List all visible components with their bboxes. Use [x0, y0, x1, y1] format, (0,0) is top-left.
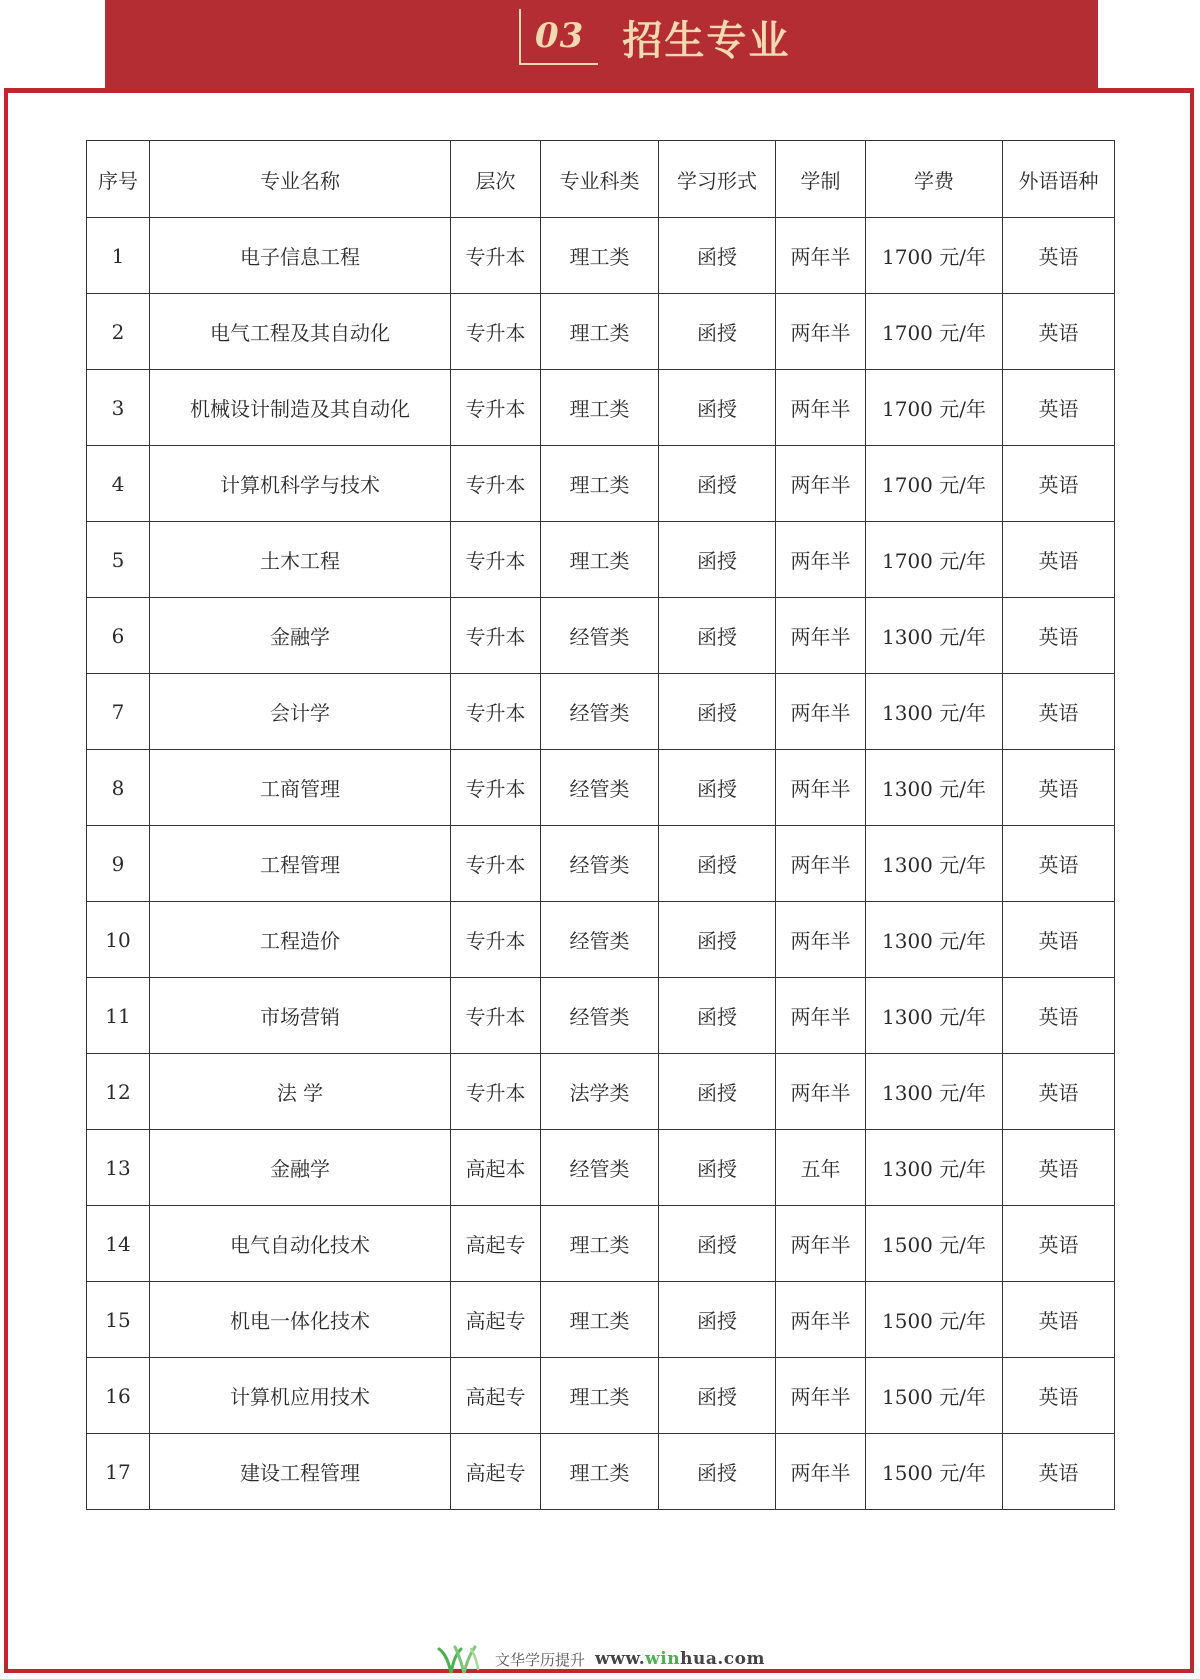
winhua-leaf-logo-icon — [435, 1643, 489, 1675]
table-cell: 理工类 — [541, 1282, 659, 1358]
table-cell: 两年半 — [776, 902, 866, 978]
table-cell: 五年 — [776, 1130, 866, 1206]
table-cell: 工程管理 — [150, 826, 451, 902]
table-cell: 两年半 — [776, 978, 866, 1054]
table-cell: 高起本 — [451, 1130, 541, 1206]
table-cell: 电子信息工程 — [150, 218, 451, 294]
table-cell: 1300 元/年 — [866, 1054, 1003, 1130]
table-row — [87, 218, 1115, 294]
table-cell: 英语 — [1003, 750, 1115, 826]
table-cell: 英语 — [1003, 1282, 1115, 1358]
column-header: 专业名称 — [150, 141, 451, 218]
footer-brand: 文华学历提升 — [495, 1650, 586, 1669]
table-cell: 1700 元/年 — [866, 218, 1003, 294]
table-row — [87, 902, 1115, 978]
table-cell: 函授 — [659, 978, 776, 1054]
table-row — [87, 1206, 1115, 1282]
section-title: 招生专业 — [622, 16, 791, 64]
table-cell: 函授 — [659, 1130, 776, 1206]
table-cell: 17 — [87, 1434, 150, 1510]
table-row — [87, 978, 1115, 1054]
footer — [0, 1643, 1200, 1675]
table-cell: 函授 — [659, 1206, 776, 1282]
table-cell: 1700 元/年 — [866, 294, 1003, 370]
column-header: 序号 — [87, 141, 150, 218]
table-cell: 英语 — [1003, 446, 1115, 522]
table-cell: 工商管理 — [150, 750, 451, 826]
table-cell: 工程造价 — [150, 902, 451, 978]
table-cell: 英语 — [1003, 1130, 1115, 1206]
table-cell: 13 — [87, 1130, 150, 1206]
table-cell: 1300 元/年 — [866, 1130, 1003, 1206]
table-cell: 电气自动化技术 — [150, 1206, 451, 1282]
table-cell: 英语 — [1003, 1054, 1115, 1130]
table-cell: 理工类 — [541, 1434, 659, 1510]
table-cell: 英语 — [1003, 826, 1115, 902]
table-cell: 函授 — [659, 522, 776, 598]
table-cell: 高起专 — [451, 1282, 541, 1358]
header-band — [105, 0, 1098, 88]
table-cell: 专升本 — [451, 522, 541, 598]
column-header: 外语语种 — [1003, 141, 1115, 218]
table-cell: 英语 — [1003, 218, 1115, 294]
table-cell: 计算机应用技术 — [150, 1358, 451, 1434]
column-header: 学习形式 — [659, 141, 776, 218]
table-cell: 函授 — [659, 218, 776, 294]
table-header-row — [87, 141, 1115, 218]
table-cell: 两年半 — [776, 522, 866, 598]
table-cell: 高起专 — [451, 1358, 541, 1434]
table-cell: 两年半 — [776, 1282, 866, 1358]
table-cell: 英语 — [1003, 370, 1115, 446]
table-row — [87, 1130, 1115, 1206]
table-row — [87, 1282, 1115, 1358]
table-cell: 10 — [87, 902, 150, 978]
table-cell: 函授 — [659, 1282, 776, 1358]
table-cell: 1300 元/年 — [866, 826, 1003, 902]
table-row — [87, 294, 1115, 370]
table-cell: 经管类 — [541, 750, 659, 826]
column-header: 层次 — [451, 141, 541, 218]
table-cell: 机械设计制造及其自动化 — [150, 370, 451, 446]
table-cell: 14 — [87, 1206, 150, 1282]
footer-url-highlight: win — [645, 1649, 681, 1669]
table-cell: 理工类 — [541, 446, 659, 522]
table-cell: 专升本 — [451, 674, 541, 750]
table-cell: 两年半 — [776, 218, 866, 294]
section-heading — [519, 10, 790, 64]
table-cell: 12 — [87, 1054, 150, 1130]
table-cell: 建设工程管理 — [150, 1434, 451, 1510]
table-cell: 7 — [87, 674, 150, 750]
footer-url-prefix: www. — [595, 1649, 646, 1669]
table-cell: 土木工程 — [150, 522, 451, 598]
table-cell: 英语 — [1003, 294, 1115, 370]
section-number: 03 — [535, 16, 585, 56]
table-cell: 两年半 — [776, 1206, 866, 1282]
table-cell: 2 — [87, 294, 150, 370]
table-cell: 理工类 — [541, 1358, 659, 1434]
table-cell: 1700 元/年 — [866, 446, 1003, 522]
table-cell: 英语 — [1003, 902, 1115, 978]
table-row — [87, 1054, 1115, 1130]
table-cell: 经管类 — [541, 902, 659, 978]
table-cell: 法学类 — [541, 1054, 659, 1130]
table-cell: 理工类 — [541, 370, 659, 446]
column-header: 学费 — [866, 141, 1003, 218]
table-cell: 函授 — [659, 750, 776, 826]
table-cell: 经管类 — [541, 978, 659, 1054]
table-cell: 会计学 — [150, 674, 451, 750]
table-cell: 市场营销 — [150, 978, 451, 1054]
table-cell: 1 — [87, 218, 150, 294]
table-cell: 9 — [87, 826, 150, 902]
table-cell: 函授 — [659, 1358, 776, 1434]
table-cell: 经管类 — [541, 674, 659, 750]
table-cell: 5 — [87, 522, 150, 598]
table-cell: 专升本 — [451, 218, 541, 294]
table-cell: 函授 — [659, 446, 776, 522]
table-cell: 专升本 — [451, 446, 541, 522]
table-cell: 理工类 — [541, 294, 659, 370]
table-cell: 法 学 — [150, 1054, 451, 1130]
table-cell: 两年半 — [776, 294, 866, 370]
table-cell: 两年半 — [776, 674, 866, 750]
footer-url — [595, 1649, 765, 1669]
table-cell: 理工类 — [541, 1206, 659, 1282]
section-number-box — [519, 9, 598, 65]
table-cell: 英语 — [1003, 598, 1115, 674]
table-cell: 1500 元/年 — [866, 1358, 1003, 1434]
table-cell: 理工类 — [541, 218, 659, 294]
table-row — [87, 1434, 1115, 1510]
table-cell: 英语 — [1003, 1434, 1115, 1510]
table-cell: 1300 元/年 — [866, 598, 1003, 674]
table-cell: 函授 — [659, 598, 776, 674]
table-cell: 英语 — [1003, 1206, 1115, 1282]
column-header: 专业科类 — [541, 141, 659, 218]
table-cell: 经管类 — [541, 598, 659, 674]
table-cell: 两年半 — [776, 1054, 866, 1130]
table-cell: 两年半 — [776, 598, 866, 674]
table-row — [87, 598, 1115, 674]
table-cell: 经管类 — [541, 1130, 659, 1206]
table-cell: 16 — [87, 1358, 150, 1434]
table-cell: 英语 — [1003, 522, 1115, 598]
table-cell: 1700 元/年 — [866, 522, 1003, 598]
table-cell: 高起专 — [451, 1434, 541, 1510]
table-cell: 函授 — [659, 1054, 776, 1130]
table-cell: 函授 — [659, 294, 776, 370]
table-cell: 函授 — [659, 370, 776, 446]
table-row — [87, 826, 1115, 902]
table-cell: 计算机科学与技术 — [150, 446, 451, 522]
table-cell: 函授 — [659, 902, 776, 978]
table-cell: 英语 — [1003, 978, 1115, 1054]
table-cell: 专升本 — [451, 1054, 541, 1130]
table-cell: 3 — [87, 370, 150, 446]
table-cell: 11 — [87, 978, 150, 1054]
table-cell: 专升本 — [451, 750, 541, 826]
table-cell: 金融学 — [150, 598, 451, 674]
footer-url-suffix: hua.com — [680, 1649, 765, 1669]
table-cell: 金融学 — [150, 1130, 451, 1206]
table-cell: 机电一体化技术 — [150, 1282, 451, 1358]
column-header: 学制 — [776, 141, 866, 218]
table-cell: 两年半 — [776, 826, 866, 902]
table-cell: 英语 — [1003, 1358, 1115, 1434]
table-cell: 电气工程及其自动化 — [150, 294, 451, 370]
table-row — [87, 750, 1115, 826]
table-cell: 1300 元/年 — [866, 902, 1003, 978]
table-cell: 专升本 — [451, 826, 541, 902]
table-cell: 经管类 — [541, 826, 659, 902]
table-cell: 8 — [87, 750, 150, 826]
table-cell: 1300 元/年 — [866, 674, 1003, 750]
table-cell: 两年半 — [776, 1358, 866, 1434]
table-row — [87, 674, 1115, 750]
table-cell: 两年半 — [776, 1434, 866, 1510]
table-cell: 1500 元/年 — [866, 1282, 1003, 1358]
table-row — [87, 522, 1115, 598]
table-cell: 1300 元/年 — [866, 978, 1003, 1054]
table-cell: 专升本 — [451, 598, 541, 674]
table-cell: 4 — [87, 446, 150, 522]
table-row — [87, 1358, 1115, 1434]
table-cell: 函授 — [659, 674, 776, 750]
table-cell: 专升本 — [451, 294, 541, 370]
table-cell: 两年半 — [776, 750, 866, 826]
table-cell: 理工类 — [541, 522, 659, 598]
table-row — [87, 446, 1115, 522]
table-cell: 英语 — [1003, 674, 1115, 750]
table-row — [87, 370, 1115, 446]
table-cell: 专升本 — [451, 370, 541, 446]
table-cell: 6 — [87, 598, 150, 674]
table-cell: 两年半 — [776, 370, 866, 446]
table-cell: 15 — [87, 1282, 150, 1358]
table-cell: 1500 元/年 — [866, 1206, 1003, 1282]
table-cell: 函授 — [659, 1434, 776, 1510]
table-cell: 两年半 — [776, 446, 866, 522]
table-cell: 函授 — [659, 826, 776, 902]
majors-table — [86, 140, 1115, 1510]
table-cell: 专升本 — [451, 902, 541, 978]
table-cell: 高起专 — [451, 1206, 541, 1282]
table-cell: 1300 元/年 — [866, 750, 1003, 826]
table-cell: 专升本 — [451, 978, 541, 1054]
table-cell: 1500 元/年 — [866, 1434, 1003, 1510]
table-cell: 1700 元/年 — [866, 370, 1003, 446]
